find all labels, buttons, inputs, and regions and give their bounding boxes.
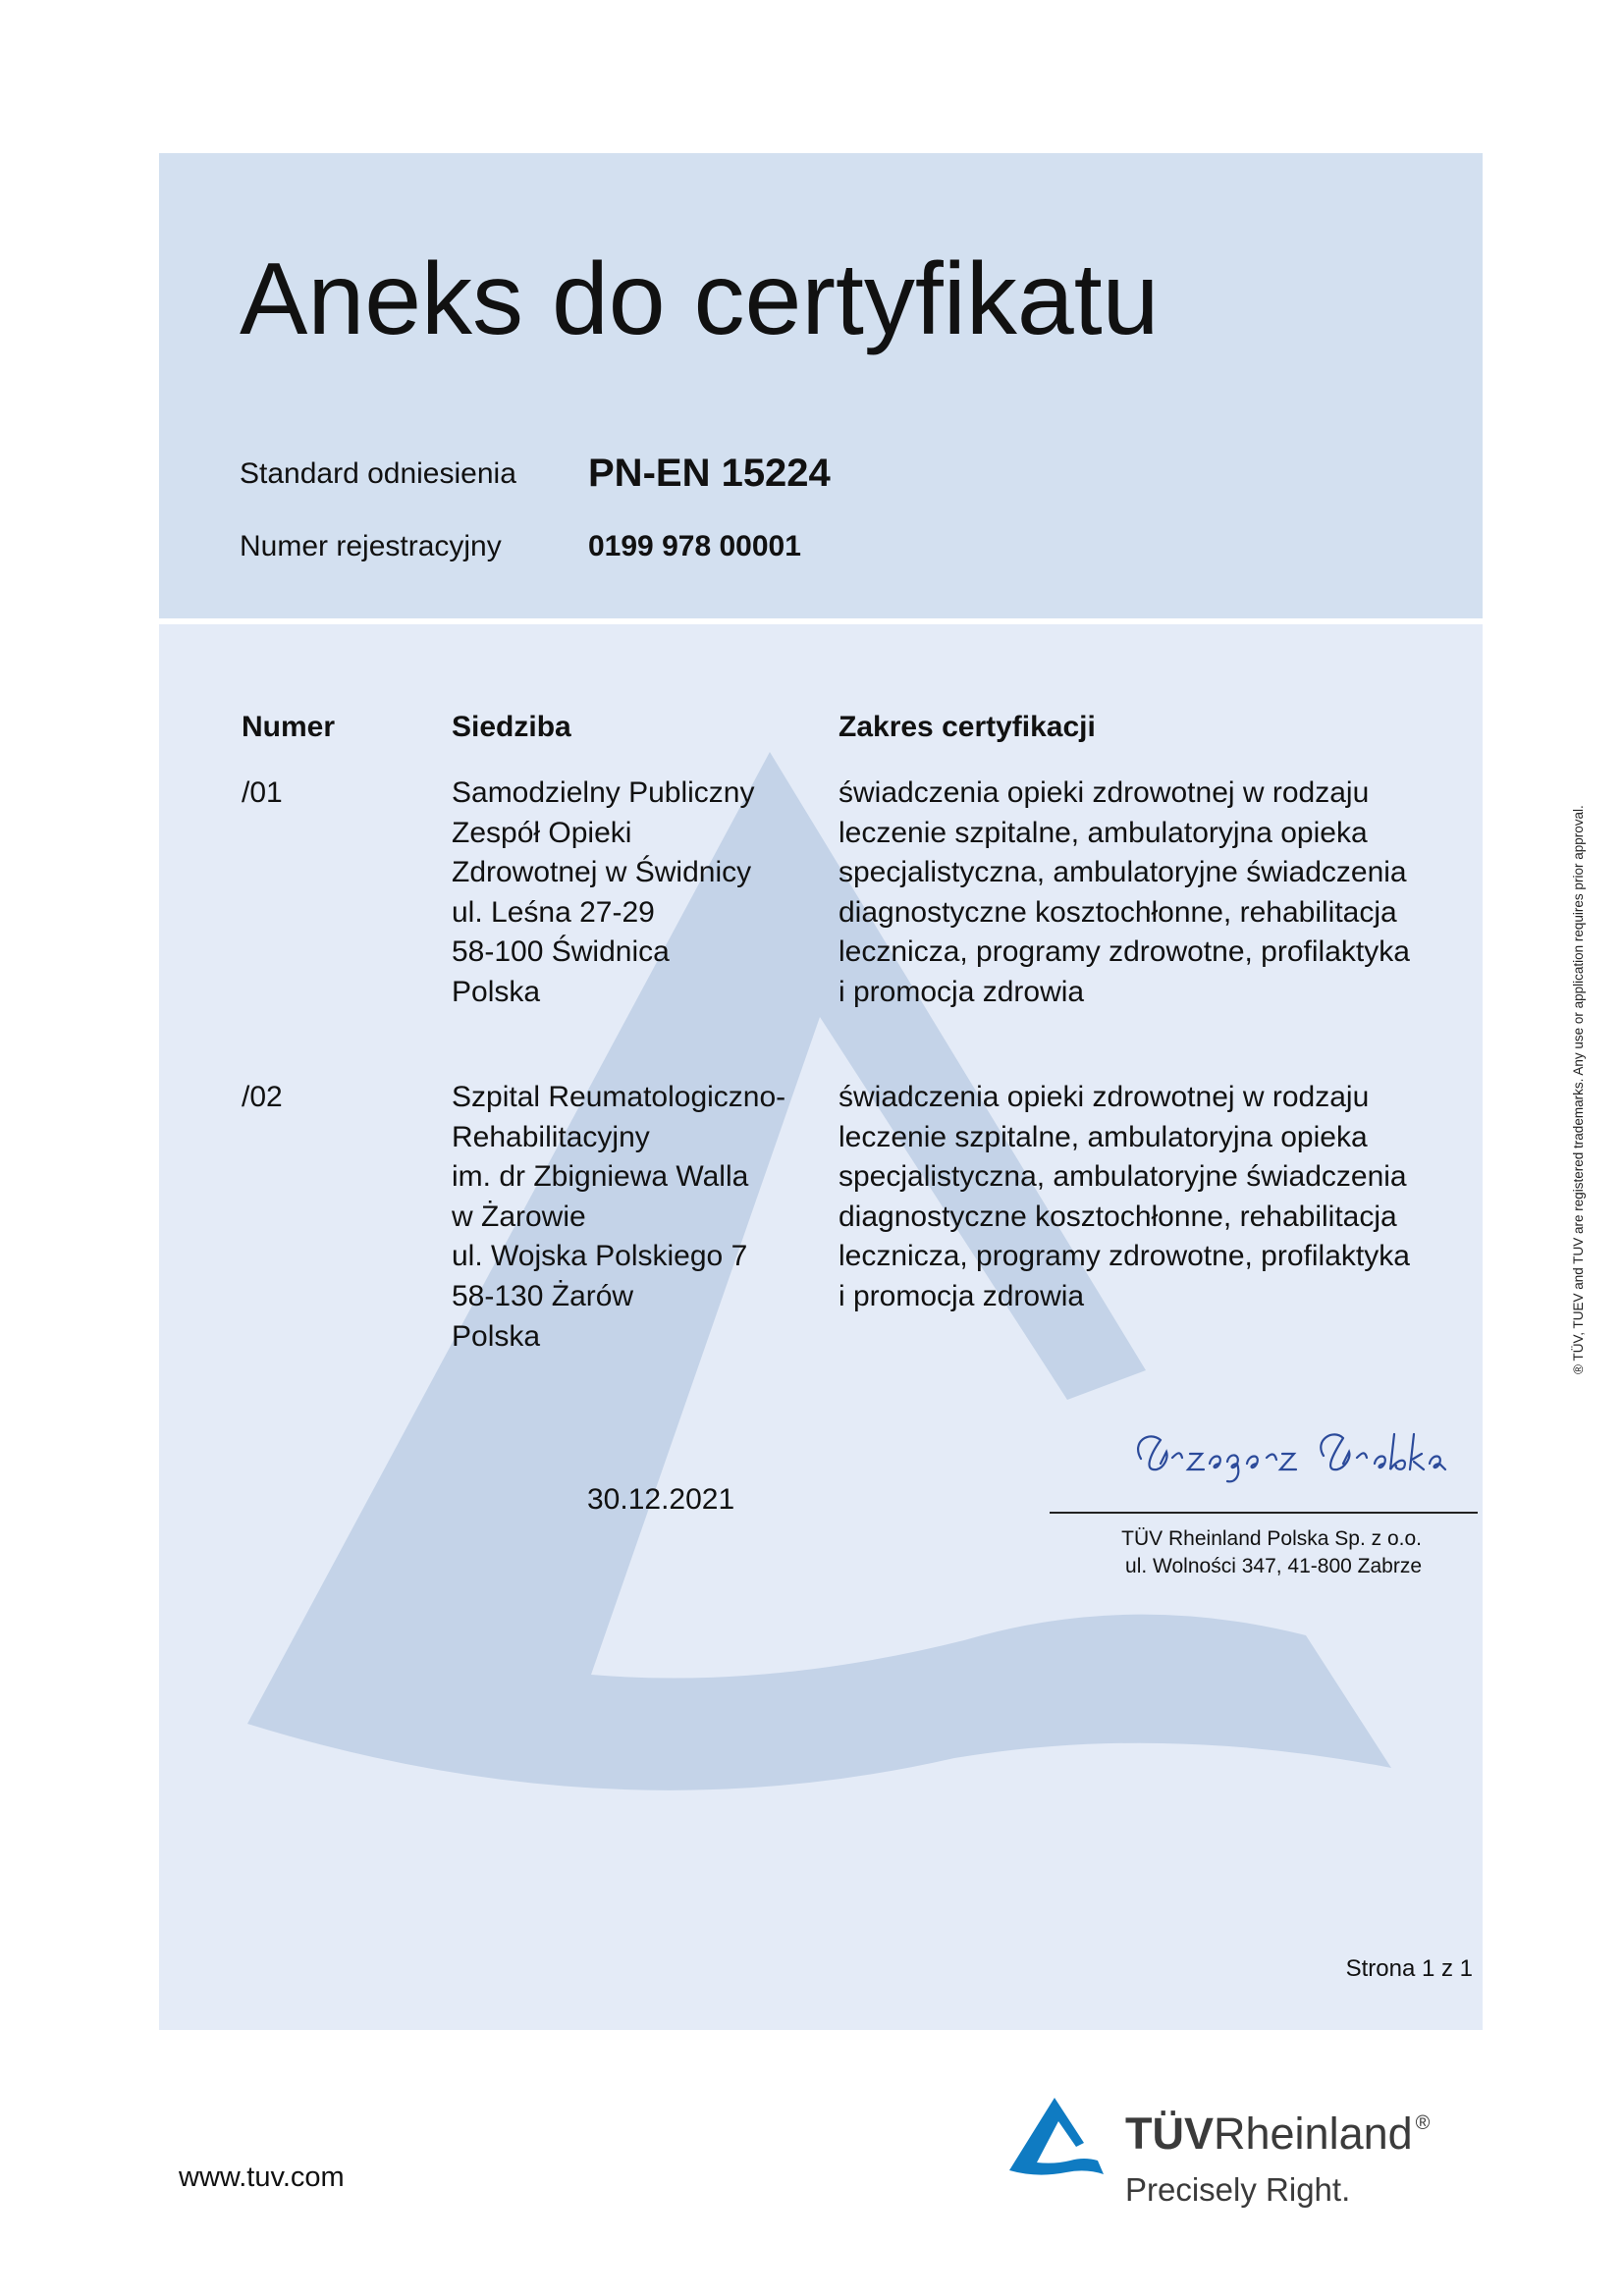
address-line: ul. Leśna 27-29	[452, 895, 655, 929]
registration-value: 0199 978 00001	[588, 530, 801, 562]
scope-line: specjalistyczna, ambulatoryjne świadczenia	[839, 856, 1407, 889]
scope-line: lecznicza, programy zdrowotne, profilaktyka	[839, 1240, 1410, 1273]
column-header-number: Numer	[242, 711, 336, 743]
column-header-address: Siedziba	[452, 711, 571, 743]
column-header-scope: Zakres certyfikacji	[839, 711, 1096, 743]
brand-regular: Rheinland	[1214, 2109, 1413, 2159]
website-link[interactable]: www.tuv.com	[179, 2162, 345, 2193]
scope-line: leczenie szpitalne, ambulatoryjna opieka	[839, 1120, 1368, 1153]
row-1-scope	[839, 774, 1410, 1013]
address-line: w Żarowie	[452, 1200, 586, 1233]
tuv-triangle-logo-icon	[1007, 2096, 1106, 2178]
registration-label: Numer rejestracyjny	[240, 530, 502, 562]
signature-line	[1050, 1512, 1478, 1514]
scope-line: diagnostyczne kosztochłonne, rehabilitacja	[839, 895, 1397, 929]
issuer-company: TÜV Rheinland Polska Sp. z o.o.	[1121, 1527, 1422, 1550]
row-2-number: /02	[242, 1081, 283, 1113]
handwritten-signature	[1121, 1415, 1455, 1493]
standard-label: Standard odniesienia	[240, 457, 516, 490]
issue-date: 30.12.2021	[587, 1483, 735, 1516]
standard-value: PN-EN 15224	[588, 452, 831, 495]
address-line: Samodzielny Publiczny	[452, 776, 755, 809]
address-line: Polska	[452, 1319, 541, 1353]
scope-line: świadczenia opieki zdrowotnej w rodzaju	[839, 1081, 1370, 1113]
row-2-address	[452, 1078, 785, 1357]
scope-line: i promocja zdrowia	[839, 975, 1085, 1008]
address-line: 58-100 Świdnica	[452, 935, 670, 969]
row-2-scope	[839, 1078, 1410, 1317]
address-line: Polska	[452, 975, 541, 1008]
row-1-address	[452, 774, 754, 1013]
tuv-rheinland-wordmark	[1125, 2109, 1430, 2160]
address-line: Szpital Reumatologiczno-	[452, 1081, 786, 1113]
scope-line: leczenie szpitalne, ambulatoryjna opieka	[839, 816, 1368, 849]
address-line: im. dr Zbigniewa Walla	[452, 1160, 749, 1194]
body-panel	[159, 624, 1483, 2030]
brand-tagline: Precisely Right.	[1125, 2171, 1351, 2208]
page-indicator: Strona 1 z 1	[1345, 1955, 1473, 1982]
header-panel	[159, 153, 1483, 618]
address-line: 58-130 Żarów	[452, 1279, 634, 1312]
document-title: Aneks do certyfikatu	[240, 242, 1160, 356]
row-1-number: /01	[242, 776, 283, 809]
address-line: Zdrowotnej w Świdnicy	[452, 856, 752, 889]
address-line: Rehabilitacyjny	[452, 1120, 650, 1153]
scope-line: specjalistyczna, ambulatoryjne świadczenia	[839, 1160, 1407, 1194]
scope-line: świadczenia opieki zdrowotnej w rodzaju	[839, 776, 1370, 809]
address-line: Zespół Opieki	[452, 816, 632, 849]
scope-line: i promocja zdrowia	[839, 1279, 1085, 1312]
registered-mark: ®	[1415, 2112, 1431, 2134]
brand-bold: TÜV	[1125, 2109, 1214, 2159]
scope-line: lecznicza, programy zdrowotne, profilaktyka	[839, 935, 1410, 969]
trademark-note-text: ® TÜV, TUEV and TUV are registered trademarks. Any use or application requires prior approval.	[1571, 805, 1586, 1374]
issuer-address: ul. Wolności 347, 41-800 Zabrze	[1125, 1555, 1422, 1577]
address-line: ul. Wojska Polskiego 7	[452, 1240, 748, 1273]
scope-line: diagnostyczne kosztochłonne, rehabilitacja	[839, 1200, 1397, 1233]
